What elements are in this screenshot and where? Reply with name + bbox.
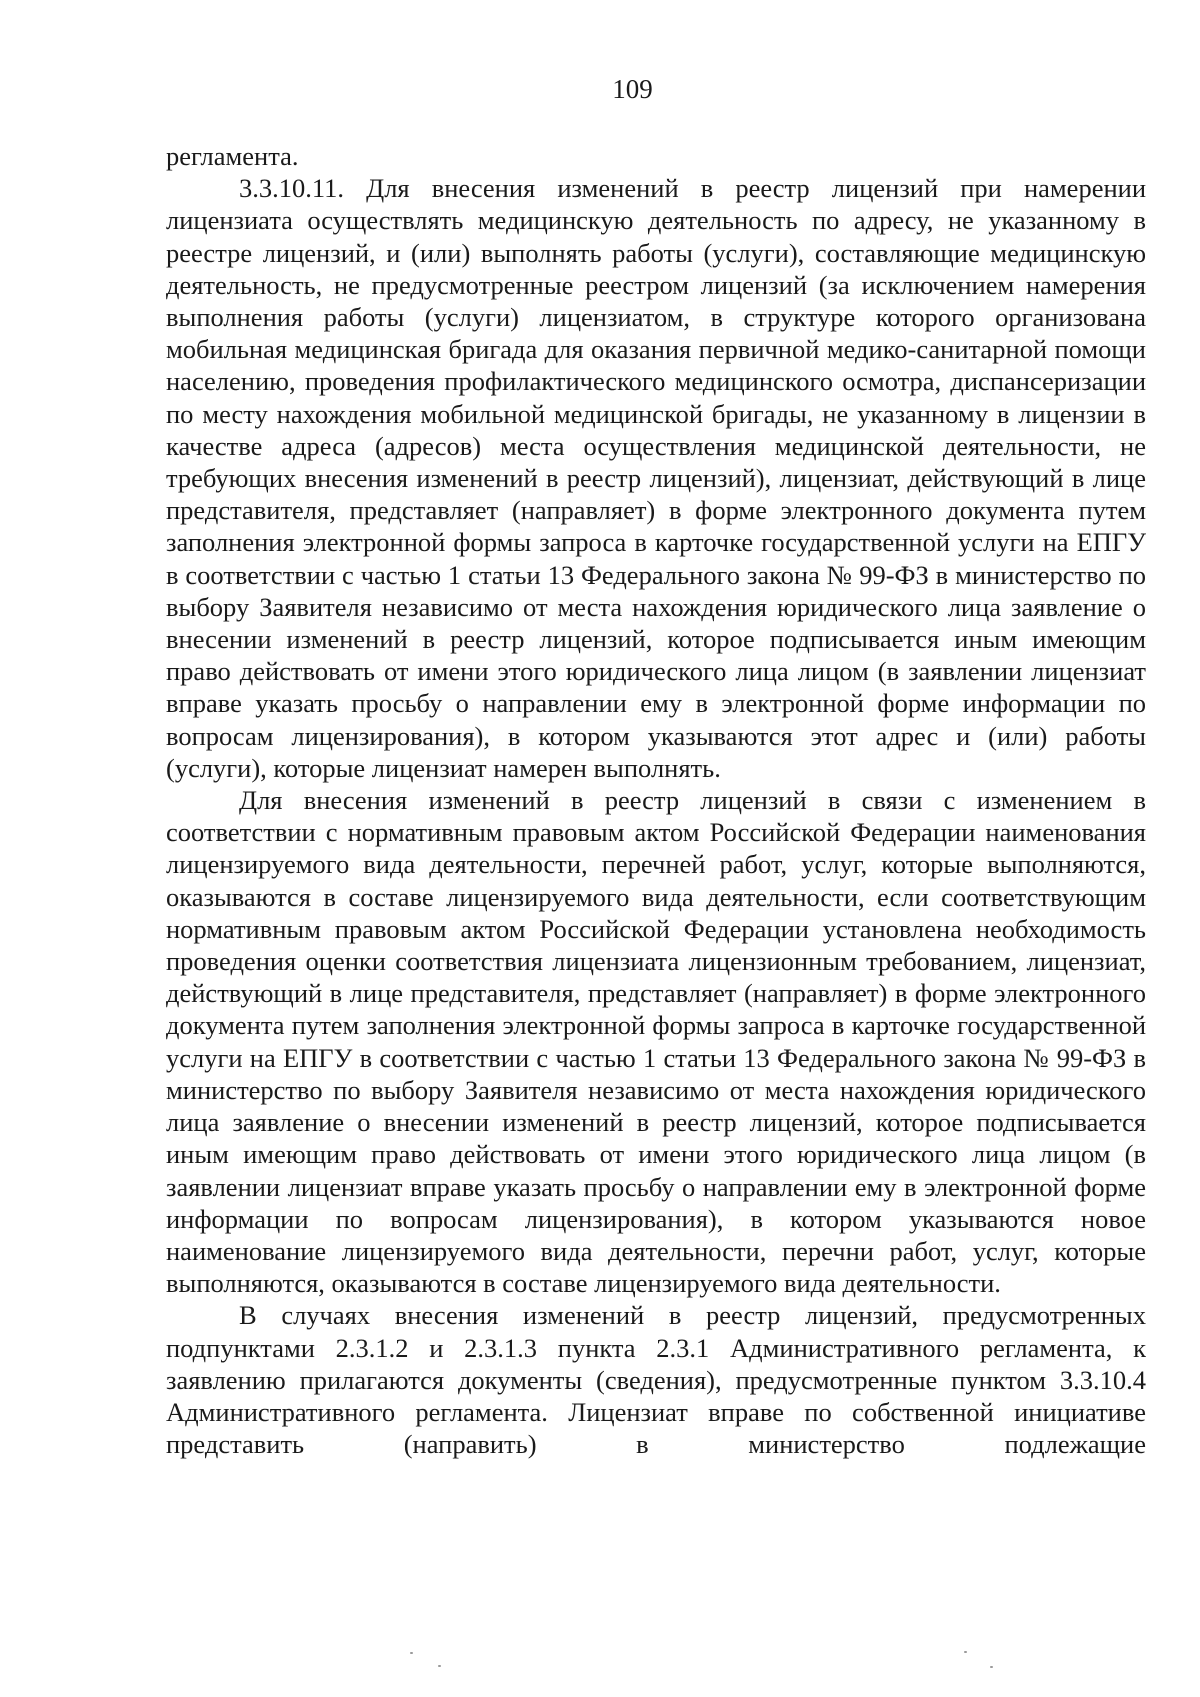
paragraph-continuation: регламента.: [166, 141, 299, 171]
page-number: 109: [612, 74, 653, 104]
scan-speck: [964, 1651, 967, 1653]
paragraph-name-change: Для внесения изменений в реестр лицензий в связи с изменением в соответствии с нормативным правовым актом Российской Федерации наименования лицензируемого вида деятельности, перечней работ, услуг, которые выполняются, оказываются в составе лицензируемого вида деятельности, если соответствующим нормативным правовым актом Российской Федерации установлена необходимость проведения оценки соответствия лицензиата лицензионным требованием, лицензиат, действующий в лице представителя, представляет (направляет) в форме электронного документа путем заполнения электронной формы запроса в карточке государственной услуги на ЕПГУ в соответствии с частью 1 статьи 13 Федерального закона № 99-ФЗ в министерство по выбору Заявителя независимо от места нахождения юридического лица заявление о внесении изменений в реестр лицензий, которое подписывается иным имеющим право действовать от имени этого юридического лица лицом (в заявлении лицензиат вправе указать просьбу о направлении ему в электронной форме информации по вопросам лицензирования), в котором указываются новое наименование лицензируемого вида деятельности, перечни работ, услуг, которые выполняются, оказываются в составе лицензируемого вида деятельности.: [166, 785, 1146, 1299]
scan-speck: [438, 1665, 441, 1667]
paragraph-3-3-10-11: 3.3.10.11. Для внесения изменений в реестр лицензий при намерении лицензиата осуществлять медицинскую деятельность по адресу, не указанному в реестре лицензий, и (или) выполнять работы (услуги), составляющие медицинскую деятельность, не предусмотренные реестром лицензий (за исключением намерения выполнения работы (услуги) лицензиатом, в структуре которого организована мобильная медицинская бригада для оказания первичной медико-санитарной помощи населению, проведения профилактического медицинского осмотра, диспансеризации по месту нахождения мобильной медицинской бригады, не указанному в лицензии в качестве адреса (адресов) места осуществления медицинской деятельности, не требующих внесения изменений в реестр лицензий), лицензиат, действующий в лице представителя, представляет (направляет) в форме электронного документа путем заполнения электронной формы запроса в карточке государственной услуги на ЕПГУ в соответствии с частью 1 статьи 13 Федерального закона № 99-ФЗ в министерство по выбору Заявителя независимо от места нахождения юридического лица заявление о внесении изменений в реестр лицензий, которое подписывается иным имеющим право действовать от имени этого юридического лица лицом (в заявлении лицензиат вправе указать просьбу о направлении ему в электронной форме информации по вопросам лицензирования), в котором указываются этот адрес и (или) работы (услуги), которые лицензиат намерен выполнять.: [166, 173, 1146, 783]
document-body: [166, 140, 1146, 1460]
paragraph-attachments: В случаях внесения изменений в реестр лицензий, предусмотренных подпунктами 2.3.1.2 и 2.3.1.3 пункта 2.3.1 Административного регламента, к заявлению прилагаются документы (сведения), предусмотренные пунктом 3.3.10.4 Административного регламента. Лицензиат вправе по собственной инициативе представить (направить) в министерство подлежащие: [166, 1300, 1146, 1460]
scan-speck: [990, 1666, 993, 1668]
scan-speck: [410, 1652, 413, 1654]
